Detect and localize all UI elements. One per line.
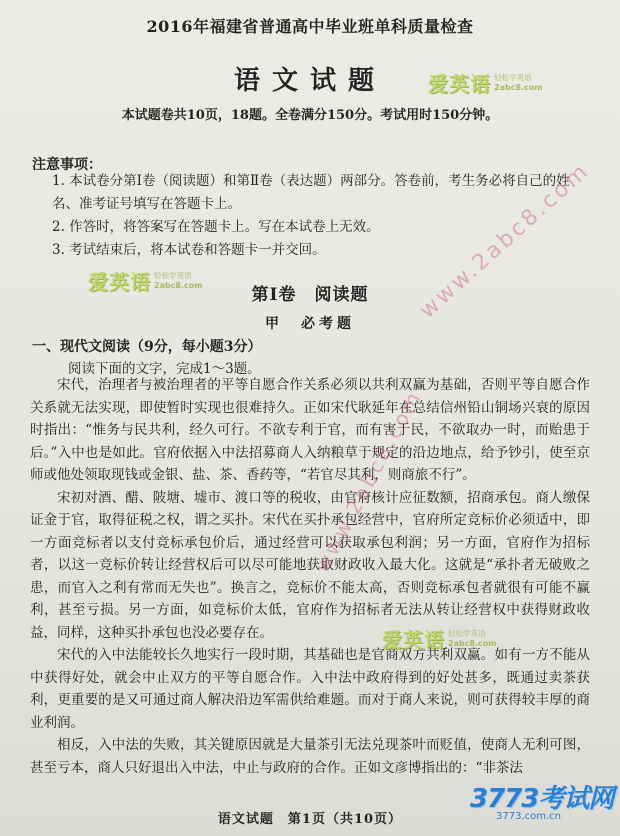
notice-heading: 注意事项： xyxy=(32,157,102,173)
watermark-logo-tag: 轻松学英语 xyxy=(494,72,532,82)
reading-instruction: 阅读下面的文字，完成1～3题。 xyxy=(68,361,261,377)
notice-item: 1. 本试卷分第Ⅰ卷（阅读题）和第Ⅱ卷（表达题）两部分。答卷前，考生务必将自己的姓名、准考证号填写在答题卡上。 xyxy=(52,173,570,212)
site-logo-url: 3773.com.cn xyxy=(496,811,561,822)
watermark-logo-mark: 爱英语 xyxy=(382,628,445,652)
passage-paragraph: 宋初对酒、醋、陂塘、墟市、渡口等的税收，由官府核计应征数额，招商承包。商人缴保证金于官，取得征税之权，谓之买扑。宋代在买扑承包经营中，官府所定竞标价必须适中，即一方面竞标者以支付竞标承包价后，通过经营可以获取承包利润；另一方面，官府作为招标者，以这一竞标价转让经营权后可以尽可能地获取财政收入最大化。这就是“承扑者无破败之患，而官入之利有常而无失也”。换言之，竞标价不能太高，否则竞标承包者就很有可能不赢利，甚至亏损。另一方面，如竞标价太低，官府作为招标者无法从转让经营权中获得财政收益，同样，这种买扑承包也没必要存在。 xyxy=(30,489,590,641)
watermark-logo xyxy=(88,266,203,295)
notice-item: 3. 考试结束后，将本试卷和答题卡一并交回。 xyxy=(52,242,326,258)
site-logo-name: 3773考试网 xyxy=(470,784,614,814)
watermark-logo-url: 2abc8.com xyxy=(154,280,203,290)
watermark-logo-tag: 轻松学英语 xyxy=(448,628,486,638)
passage-paragraph: 宋代的入中法能较长久地实行一段时期，其基础也是官商双方共利双赢。如有一方不能从中获得好处，就会中止双方的平等自愿合作。入中法中政府得到的好处甚多，既通过卖茶获利，更重要的是又可通过商人解决沿边军需供给难题。而对于商人来说，则可获得较丰厚的商业利润。 xyxy=(30,647,590,731)
watermark-logo xyxy=(428,68,543,97)
watermark-logo-url: 2abc8.com xyxy=(448,638,497,648)
part-title: 第Ⅰ卷 阅读题 xyxy=(251,285,369,305)
subject-title: 语文试题 xyxy=(233,66,386,96)
watermark-logo-url: 2abc8.com xyxy=(494,82,543,92)
passage-paragraph: 宋代，治理者与被治理者的平等自愿合作关系必须以共利双赢为基础，否则平等自愿合作关系就无法实现，即使暂时实现也很难持久。正如宋代耿延年在总结信州铅山铜场兴衰的原因时指出：“惟务与民共利，经久可行。不欲专利于官，而有害于民，不欲取办一时，而贻患于后。”入中也是如此。官府依据入中法招募商人入纳粮草于规定的沿边地点，给予钞引，使至京师或他处领取现钱或金银、盐、茶、香药等，“若官尽其利，则商旅不行”。 xyxy=(30,377,590,483)
watermark-logo xyxy=(382,624,497,653)
section-heading: 一、现代文阅读（9分，每小题3分） xyxy=(32,339,262,355)
diagonal-watermark: www.2abc8.com xyxy=(310,385,427,577)
exam-info: 本试题卷共10页，18题。全卷满分150分。考试用时150分钟。 xyxy=(121,108,499,123)
diagonal-watermark: www.2abc8.com xyxy=(415,158,595,324)
watermark-logo-mark: 爱英语 xyxy=(88,270,151,294)
exam-title: 2016年福建省普通高中毕业班单科质量检查 xyxy=(146,17,474,36)
site-logo xyxy=(470,778,613,822)
reading-passage xyxy=(30,374,590,779)
passage-paragraph: 相反，入中法的失败，其关键原因就是大量茶引无法兑现茶叶而贬值，使商人无利可图，甚至亏本，商人只好退出入中法，中止与政府的合作。正如文彦博指出的：“非茶法 xyxy=(30,737,590,776)
page-footer: 语文试题 第1页（共10页） xyxy=(217,812,403,827)
part-subtitle: 甲 必考题 xyxy=(265,316,355,332)
watermark-logo-tag: 轻松学英语 xyxy=(154,270,192,280)
watermark-logo-mark: 爱英语 xyxy=(428,72,491,96)
notice-item: 2. 作答时，将答案写在答题卡上。写在本试卷上无效。 xyxy=(52,219,380,235)
